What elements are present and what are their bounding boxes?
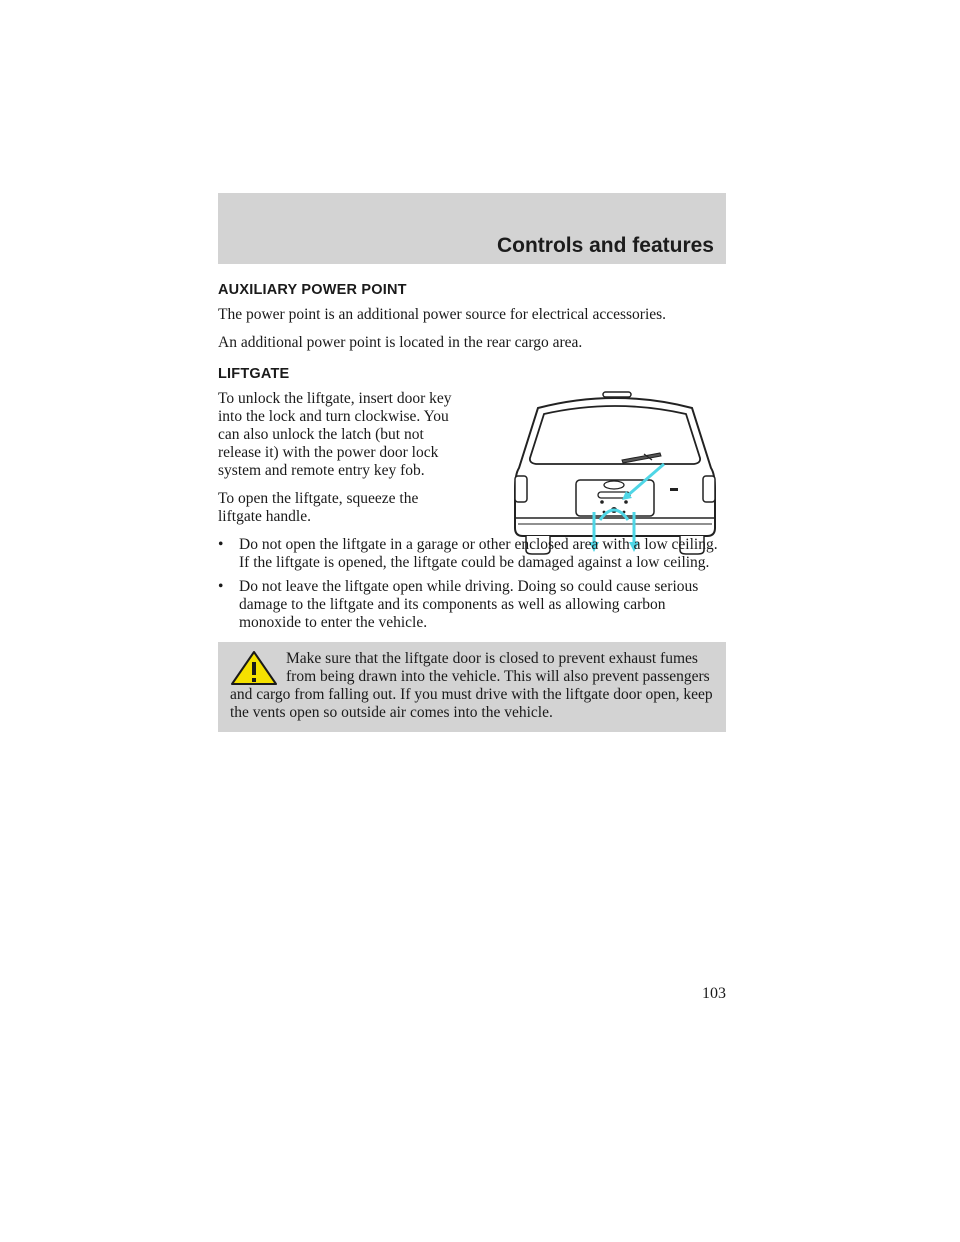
aux-power-para-2: An additional power point is located in the rear cargo area. — [218, 334, 583, 351]
bullet-text: Do not open the liftgate in a garage or other enclosed area with a low ceiling. If the liftgate is opened, the liftgate could be damaged against a low ceiling. — [239, 536, 718, 571]
bullet-glyph: • — [218, 536, 224, 553]
header-band — [218, 193, 726, 264]
liftgate-para-1: To unlock the liftgate, insert door key into the lock and turn clockwise. You can also unlock the latch (but not release it) with the power door lock system and remote entry key fob. — [218, 390, 452, 479]
section-title: Controls and features — [496, 234, 714, 257]
minivan-rear-illustration — [504, 390, 726, 556]
liftgate-bullet-list — [218, 536, 726, 632]
liftgate-section — [218, 390, 726, 632]
warning-text: Make sure that the liftgate door is closed to prevent exhaust fumes from being drawn into the vehicle. This will also prevent passengers and cargo from falling out. If you must drive with the liftgate door open, keep the vents open so outside air comes into the vehicle. — [230, 650, 713, 721]
liftgate-para-2: To open the liftgate, squeeze the liftgate handle. — [218, 490, 419, 525]
aux-power-heading: AUXILIARY POWER POINT — [218, 282, 407, 298]
list-item — [218, 578, 726, 632]
warning-triangle-icon — [230, 650, 278, 686]
bullet-text: Do not leave the liftgate open while driving. Doing so could cause serious damage to the liftgate and its components as well as allowing carbon monoxide to enter the vehicle. — [239, 578, 699, 631]
page-number: 103 — [702, 985, 726, 1002]
list-item — [218, 536, 726, 572]
warning-box — [218, 642, 726, 732]
page-content — [218, 282, 726, 732]
aux-power-para-1: The power point is an additional power source for electrical accessories. — [218, 306, 667, 323]
liftgate-heading: LIFTGATE — [218, 366, 290, 382]
bullet-glyph: • — [218, 578, 224, 595]
